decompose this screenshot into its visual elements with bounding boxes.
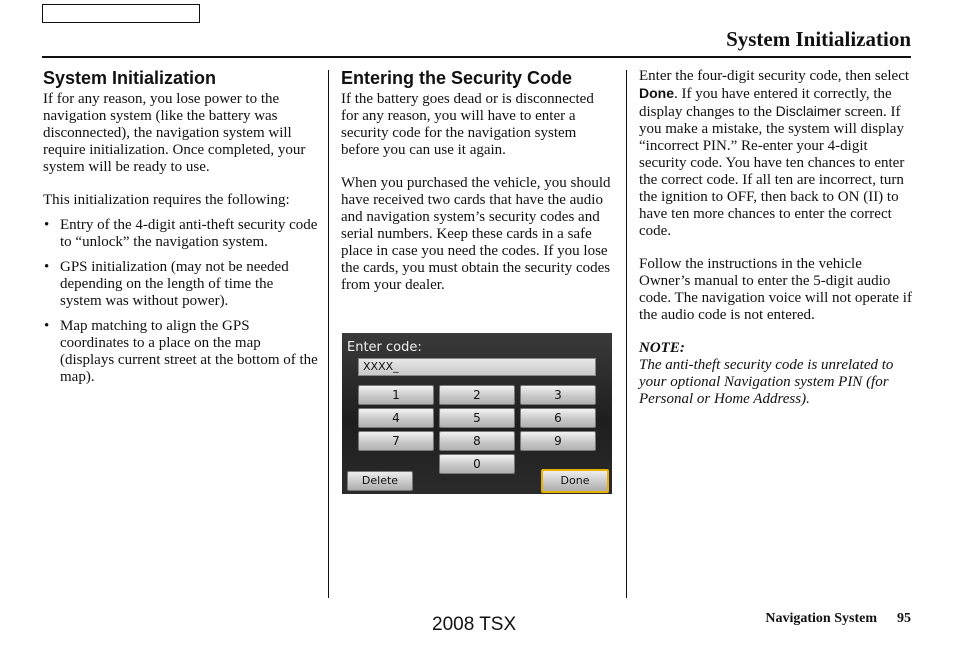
key-6-button[interactable]: 6 [520,408,596,428]
text-run: screen. If you make a mistake, the system will display “incorrect PIN.” Re-enter your 4-digit security code. You have ten chances to enter the correct code. If all ten are incorrect, turn the ignition to OFF, then back to ON (II) to have ten more chances to enter the correct code. [639,104,905,239]
enter-code-screen [342,333,612,494]
text-run: Enter the four-digit security code, then select [639,68,910,84]
page-title: System Initialization [726,27,911,51]
section-heading-system-initialization: System Initialization [43,68,217,88]
paragraph-audio-code: Follow the instructions in the vehicle Owner’s manual to enter the 5-digit audio code. The navigation voice will not operate if the audio code is not entered. [639,256,912,323]
column-code-instructions [639,68,914,408]
footer-section-name: Navigation System [765,611,877,626]
header-rule [42,56,911,58]
key-7-button[interactable]: 7 [358,431,434,451]
page-number: 95 [897,611,911,626]
key-5-button[interactable]: 5 [439,408,515,428]
paragraph-code-cards: When you purchased the vehicle, you should have received two cards that have the audio and navigation system’s security codes and serial numbers. Keep these cards in a safe place in case you need the codes. If you lose the cards, you must obtain the security codes from your dealer. [341,175,611,293]
done-label-inline: Done [639,85,674,101]
key-0-button[interactable]: 0 [439,454,515,474]
key-1-button[interactable]: 1 [358,385,434,405]
column-divider-1 [328,70,329,598]
paragraph-requirements: This initialization requires the following: [43,192,290,208]
key-9-button[interactable]: 9 [520,431,596,451]
enter-code-label: Enter code: [347,340,422,355]
paragraph-battery-dead: If the battery goes dead or is disconnected for any reason, you will have to enter a security code for the navigation system before you can use it again. [341,91,594,158]
column-system-initialization [43,68,318,394]
requirements-list [43,217,318,386]
list-item: • Map matching to align the GPS coordinates to a place on the map (displays current street at the bottom of the map). [43,318,318,386]
column-divider-2 [626,70,627,598]
list-item: • Entry of the 4-digit anti-theft security code to “unlock” the navigation system. [43,217,318,251]
paragraph-enter-code-instructions [639,68,914,240]
key-4-button[interactable]: 4 [358,408,434,428]
code-input-field[interactable]: XXXX_ [358,358,596,376]
done-button[interactable]: Done [541,469,609,493]
key-3-button[interactable]: 3 [520,385,596,405]
list-item: • GPS initialization (may not be needed depending on the length of time the system was without power). [43,259,318,310]
column-security-code [341,68,613,310]
delete-button[interactable]: Delete [347,471,413,491]
paragraph-power-loss: If for any reason, you lose power to the navigation system (like the battery was disconnected), the navigation system will require initialization. Once completed, your system will be ready to use. [43,91,306,175]
note-label: NOTE: [639,340,685,356]
footer-model-name: 2008 TSX [432,614,517,635]
text-run: . If you have entered it correctly, the display changes to the [639,86,892,120]
note-text: The anti-theft security code is unrelated to your optional Navigation system PIN (for Personal or Home Address). [639,357,894,407]
key-2-button[interactable]: 2 [439,385,515,405]
header-tab-box [42,4,200,23]
disclaimer-label-inline: Disclaimer [775,103,841,119]
section-heading-security-code: Entering the Security Code [341,68,573,88]
key-8-button[interactable]: 8 [439,431,515,451]
